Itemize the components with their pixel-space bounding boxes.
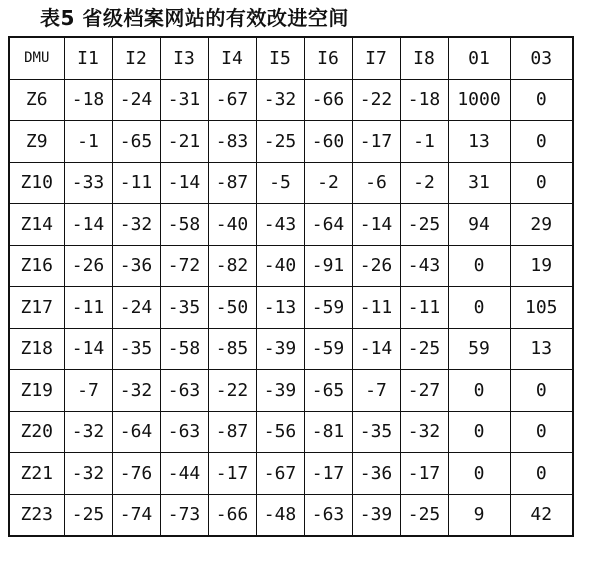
table-cell: -35 bbox=[160, 287, 208, 329]
row-label-cell: Z9 bbox=[9, 121, 64, 163]
table-cell: -17 bbox=[400, 453, 448, 495]
table-cell: -74 bbox=[112, 494, 160, 536]
table-cell: -32 bbox=[112, 204, 160, 246]
table-cell: -76 bbox=[112, 453, 160, 495]
table-cell: -83 bbox=[208, 121, 256, 163]
table-cell: -56 bbox=[256, 411, 304, 453]
table-cell: -73 bbox=[160, 494, 208, 536]
column-header: I6 bbox=[304, 37, 352, 79]
table-row bbox=[9, 453, 573, 495]
table-cell: -2 bbox=[400, 162, 448, 204]
table-cell: -21 bbox=[160, 121, 208, 163]
table-cell: -1 bbox=[64, 121, 112, 163]
table-cell: -26 bbox=[352, 245, 400, 287]
table-cell: -17 bbox=[208, 453, 256, 495]
table-cell: -36 bbox=[112, 245, 160, 287]
table-row bbox=[9, 287, 573, 329]
table-cell: -87 bbox=[208, 162, 256, 204]
row-label-cell: Z6 bbox=[9, 79, 64, 121]
table-cell: 0 bbox=[448, 245, 510, 287]
table-cell: -32 bbox=[64, 411, 112, 453]
table-cell: -39 bbox=[352, 494, 400, 536]
table-cell: -65 bbox=[304, 370, 352, 412]
table-row bbox=[9, 245, 573, 287]
table-cell: -32 bbox=[112, 370, 160, 412]
table-cell: -50 bbox=[208, 287, 256, 329]
table-cell: -85 bbox=[208, 328, 256, 370]
table-cell: -40 bbox=[256, 245, 304, 287]
table-cell: -59 bbox=[304, 328, 352, 370]
table-cell: -40 bbox=[208, 204, 256, 246]
column-header: I1 bbox=[64, 37, 112, 79]
table-cell: 19 bbox=[510, 245, 573, 287]
table-cell: 0 bbox=[510, 370, 573, 412]
table-cell: 0 bbox=[448, 453, 510, 495]
table-cell: -64 bbox=[304, 204, 352, 246]
table-cell: -43 bbox=[256, 204, 304, 246]
column-header: I4 bbox=[208, 37, 256, 79]
table-cell: -48 bbox=[256, 494, 304, 536]
table-header-row bbox=[9, 37, 573, 79]
column-header: I5 bbox=[256, 37, 304, 79]
table-cell: -25 bbox=[400, 204, 448, 246]
table-cell: -64 bbox=[112, 411, 160, 453]
table-cell: -11 bbox=[112, 162, 160, 204]
table-cell: -14 bbox=[352, 328, 400, 370]
row-label-cell: Z18 bbox=[9, 328, 64, 370]
table-cell: -17 bbox=[304, 453, 352, 495]
table-cell: -91 bbox=[304, 245, 352, 287]
table-row bbox=[9, 411, 573, 453]
table-cell: -26 bbox=[64, 245, 112, 287]
row-label-cell: Z19 bbox=[9, 370, 64, 412]
table-cell: 0 bbox=[448, 287, 510, 329]
table-cell: -60 bbox=[304, 121, 352, 163]
table-cell: -67 bbox=[208, 79, 256, 121]
table-cell: -14 bbox=[352, 204, 400, 246]
table-row bbox=[9, 370, 573, 412]
table-cell: -14 bbox=[64, 328, 112, 370]
table-cell: 105 bbox=[510, 287, 573, 329]
table-cell: -39 bbox=[256, 328, 304, 370]
table-cell: -6 bbox=[352, 162, 400, 204]
table-cell: -18 bbox=[400, 79, 448, 121]
table-cell: -24 bbox=[112, 287, 160, 329]
table-cell: -25 bbox=[256, 121, 304, 163]
table-cell: -11 bbox=[64, 287, 112, 329]
table-cell: -18 bbox=[64, 79, 112, 121]
table-cell: -24 bbox=[112, 79, 160, 121]
row-label-cell: Z17 bbox=[9, 287, 64, 329]
table-cell: -14 bbox=[64, 204, 112, 246]
table-cell: -7 bbox=[352, 370, 400, 412]
table-cell: 13 bbox=[510, 328, 573, 370]
table-cell: -32 bbox=[400, 411, 448, 453]
table-cell: -67 bbox=[256, 453, 304, 495]
table-cell: -44 bbox=[160, 453, 208, 495]
table-cell: -35 bbox=[112, 328, 160, 370]
table-cell: -22 bbox=[208, 370, 256, 412]
table-cell: 42 bbox=[510, 494, 573, 536]
table-cell: -35 bbox=[352, 411, 400, 453]
table-cell: -87 bbox=[208, 411, 256, 453]
table-cell: -11 bbox=[352, 287, 400, 329]
table-cell: 29 bbox=[510, 204, 573, 246]
table-cell: 1000 bbox=[448, 79, 510, 121]
table-cell: 0 bbox=[510, 411, 573, 453]
improvement-space-table bbox=[8, 36, 574, 537]
column-header: I8 bbox=[400, 37, 448, 79]
table-cell: -82 bbox=[208, 245, 256, 287]
table-cell: 31 bbox=[448, 162, 510, 204]
table-cell: -22 bbox=[352, 79, 400, 121]
table-cell: -66 bbox=[208, 494, 256, 536]
table-cell: -63 bbox=[304, 494, 352, 536]
table-cell: -66 bbox=[304, 79, 352, 121]
table-cell: -5 bbox=[256, 162, 304, 204]
table-row bbox=[9, 328, 573, 370]
table-cell: -27 bbox=[400, 370, 448, 412]
table-cell: -25 bbox=[400, 494, 448, 536]
table-cell: -72 bbox=[160, 245, 208, 287]
table-cell: -2 bbox=[304, 162, 352, 204]
table-cell: -17 bbox=[352, 121, 400, 163]
table-cell: -14 bbox=[160, 162, 208, 204]
table-cell: 0 bbox=[510, 162, 573, 204]
column-header: I7 bbox=[352, 37, 400, 79]
row-label-cell: Z14 bbox=[9, 204, 64, 246]
table-cell: -25 bbox=[64, 494, 112, 536]
table-cell: -25 bbox=[400, 328, 448, 370]
table-cell: 0 bbox=[510, 121, 573, 163]
column-header: 01 bbox=[448, 37, 510, 79]
column-header: I2 bbox=[112, 37, 160, 79]
table-body bbox=[9, 79, 573, 536]
table-cell: 0 bbox=[510, 453, 573, 495]
row-label-cell: Z23 bbox=[9, 494, 64, 536]
table-caption: 表5 省级档案网站的有效改进空间 bbox=[40, 6, 349, 30]
row-label-cell: Z21 bbox=[9, 453, 64, 495]
table-cell: 0 bbox=[448, 411, 510, 453]
table-cell: -36 bbox=[352, 453, 400, 495]
table-cell: -13 bbox=[256, 287, 304, 329]
table-cell: -58 bbox=[160, 204, 208, 246]
row-label-cell: Z16 bbox=[9, 245, 64, 287]
column-header: 03 bbox=[510, 37, 573, 79]
table-cell: -33 bbox=[64, 162, 112, 204]
table-cell: -11 bbox=[400, 287, 448, 329]
table-cell: 59 bbox=[448, 328, 510, 370]
column-header: DMU bbox=[9, 37, 64, 79]
table-cell: 94 bbox=[448, 204, 510, 246]
table-row bbox=[9, 79, 573, 121]
table-cell: -65 bbox=[112, 121, 160, 163]
table-cell: 9 bbox=[448, 494, 510, 536]
row-label-cell: Z10 bbox=[9, 162, 64, 204]
table-cell: 0 bbox=[510, 79, 573, 121]
table-cell: -7 bbox=[64, 370, 112, 412]
table-cell: -32 bbox=[64, 453, 112, 495]
table-cell: -31 bbox=[160, 79, 208, 121]
table-cell: -59 bbox=[304, 287, 352, 329]
table-cell: -32 bbox=[256, 79, 304, 121]
table-cell: 0 bbox=[448, 370, 510, 412]
table-cell: -39 bbox=[256, 370, 304, 412]
table-cell: -58 bbox=[160, 328, 208, 370]
table-row bbox=[9, 162, 573, 204]
table-row bbox=[9, 494, 573, 536]
row-label-cell: Z20 bbox=[9, 411, 64, 453]
table-row bbox=[9, 121, 573, 163]
table-cell: 13 bbox=[448, 121, 510, 163]
table-cell: -81 bbox=[304, 411, 352, 453]
column-header: I3 bbox=[160, 37, 208, 79]
table-row bbox=[9, 204, 573, 246]
table-cell: -63 bbox=[160, 411, 208, 453]
table-cell: -63 bbox=[160, 370, 208, 412]
table-cell: -1 bbox=[400, 121, 448, 163]
table-cell: -43 bbox=[400, 245, 448, 287]
